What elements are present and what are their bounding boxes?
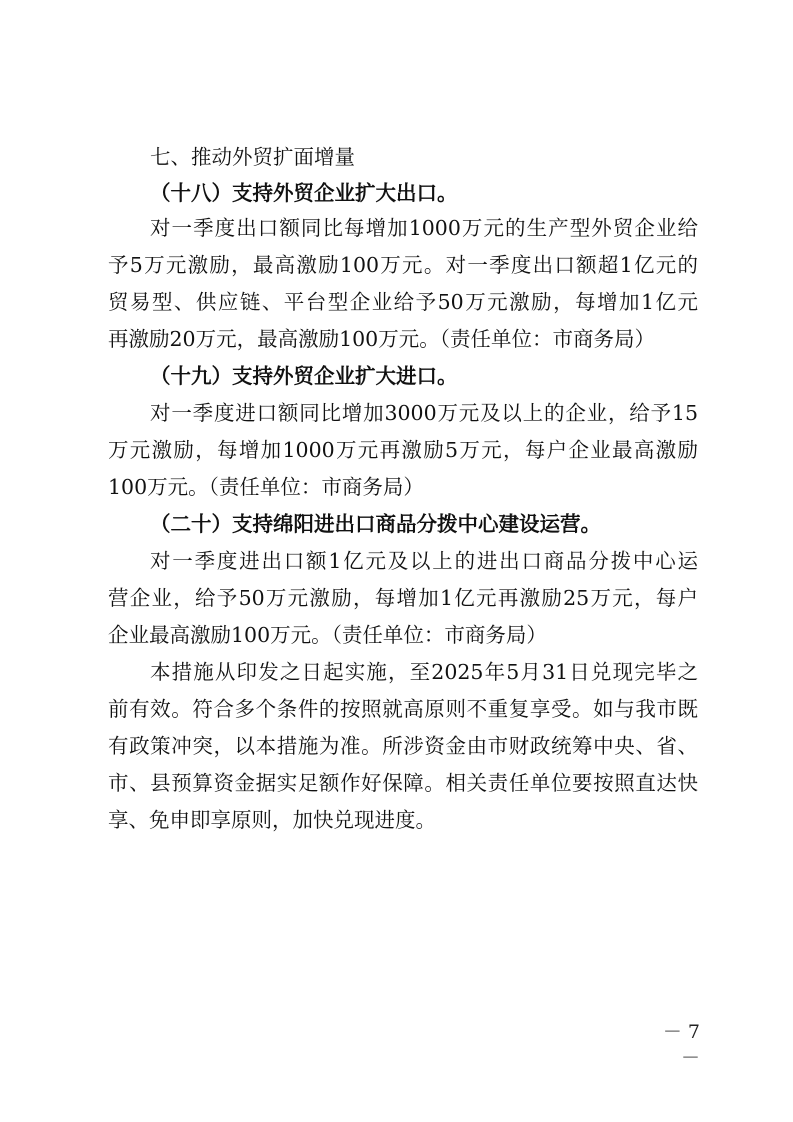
closing-line: 有政策冲突，以本措施为准。所涉资金由市财政统筹中央、省、 [108,734,698,758]
item-18-line: 再激励20万元，最高激励100万元。（责任单位：市商务局） [108,327,655,351]
item-20-line: 营企业，给予50万元激励，每增加1亿元再激励25万元，每户 [108,586,698,610]
item-20-title: （二十）支持绵阳进出口商品分拨中心建设运营。 [150,512,601,536]
closing-line: 本措施从印发之日起实施，至2025年5月31日兑现完毕之 [150,660,698,684]
item-20-line: 对一季度进出口额1亿元及以上的进出口商品分拨中心运 [150,549,698,573]
closing-line: 市、县预算资金据实足额作好保障。相关责任单位要按照直达快 [108,771,698,795]
section-heading: 七、推动外贸扩面增量 [150,145,355,169]
item-19-line: 万元激励，每增加1000万元再激励5万元，每户企业最高激励 [108,438,698,462]
item-18-line: 贸易型、供应链、平台型企业给予50万元激励，每增加1亿元 [108,290,698,314]
page-number: － 7 － [662,1021,700,1069]
item-18-line: 予5万元激励，最高激励100万元。对一季度出口额超1亿元的 [108,253,698,277]
item-18-line: 对一季度出口额同比每增加1000万元的生产型外贸企业给 [150,216,698,240]
closing-line: 享、免申即享原则，加快兑现进度。 [108,808,436,832]
item-18-title: （十八）支持外贸企业扩大出口。 [150,181,458,205]
item-20-line: 企业最高激励100万元。（责任单位：市商务局） [108,623,547,647]
item-19-line: 100万元。（责任单位：市商务局） [108,475,424,499]
item-19-line: 对一季度进口额同比增加3000万元及以上的企业，给予15 [150,401,698,425]
closing-line: 前有效。符合多个条件的按照就高原则不重复享受。如与我市既 [108,697,698,721]
item-19-title: （十九）支持外贸企业扩大进口。 [150,364,458,388]
